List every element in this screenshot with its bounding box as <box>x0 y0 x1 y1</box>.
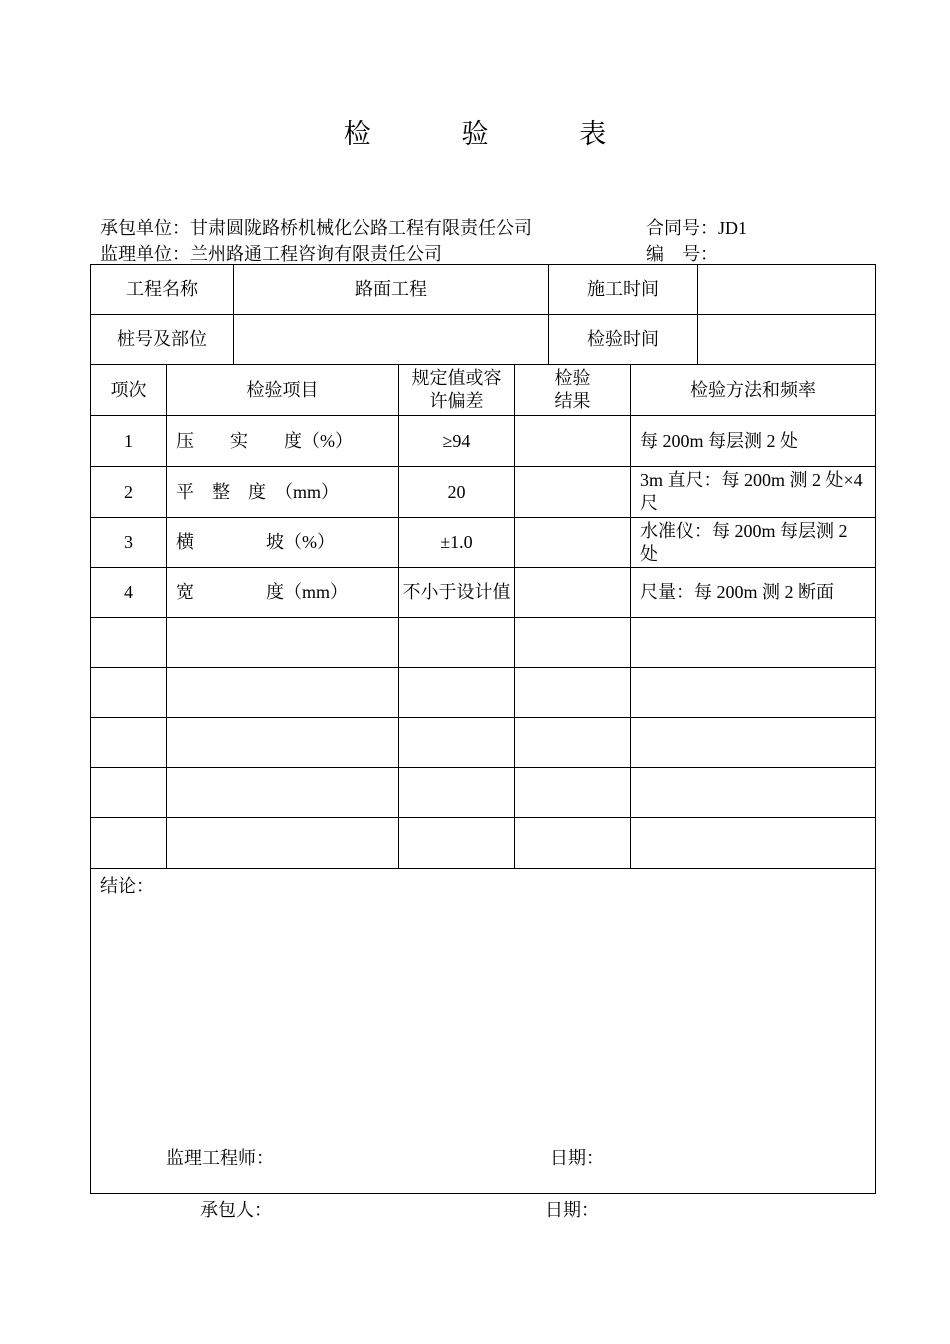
engineer-label: 监理工程师： <box>166 1148 274 1168</box>
row-1-method: 每 200m 每层测 2 处 <box>640 430 799 451</box>
contract-no-line <box>646 214 747 240</box>
station-value[interactable] <box>234 315 548 364</box>
header-result-line2: 结果 <box>554 391 591 411</box>
row-3-item: 横 坡（%） <box>176 532 335 552</box>
page-title: 检 验 表 <box>343 119 649 149</box>
row-1-no: 1 <box>124 430 133 451</box>
header-item: 检验项目 <box>246 379 319 400</box>
header-spec-line1: 规定值或容 <box>411 368 502 388</box>
project-name-label: 工程名称 <box>126 279 198 299</box>
row-4-method: 尺量：每 200m 测 2 断面 <box>640 582 835 602</box>
conclusion-label: 结论： <box>100 876 154 896</box>
row-2-spec: 20 <box>447 481 466 502</box>
row-3-no: 3 <box>124 532 133 552</box>
row-4-no: 4 <box>124 582 133 602</box>
row-1-result[interactable] <box>515 416 630 466</box>
row-3-method: 水准仪：每 200m 每层测 2 处 <box>640 520 848 564</box>
station-label: 桩号及部位 <box>117 329 207 349</box>
contractor-value: 甘肃圆陇路桥机械化公路工程有限责任公司 <box>190 218 532 238</box>
row-4-item: 宽 度（mm） <box>176 582 349 602</box>
row-1-spec: ≥94 <box>442 430 471 451</box>
construction-time-label: 施工时间 <box>587 279 659 299</box>
contract-no-label: 合同号： <box>646 218 718 238</box>
header-no: 项次 <box>110 379 147 400</box>
supervisor-line <box>100 240 442 266</box>
footer-date-label: 日期： <box>545 1200 599 1220</box>
supervisor-value: 兰州路通工程咨询有限责任公司 <box>190 244 442 264</box>
row-2-item: 平 整 度 （mm） <box>176 481 340 502</box>
inspection-time-value[interactable] <box>698 315 875 364</box>
header-spec <box>399 365 514 415</box>
inspection-time-label: 检验时间 <box>587 329 659 349</box>
supervisor-label: 监理单位： <box>100 244 190 264</box>
row-4-spec: 不小于设计值 <box>402 582 511 602</box>
row-1-item: 压 实 度（%） <box>176 430 353 451</box>
row-4-result[interactable] <box>515 568 630 617</box>
contractor-line <box>100 214 532 240</box>
row-2-method: 3m 直尺：每 200m 测 2 处×4 尺 <box>640 470 863 513</box>
header-result-line1: 检验 <box>554 368 591 388</box>
header-method: 检验方法和频率 <box>690 379 816 400</box>
row-2-no: 2 <box>124 481 133 502</box>
footer-contractor-label: 承包人： <box>200 1200 272 1220</box>
header-spec-line2: 许偏差 <box>429 391 484 411</box>
row-3-result[interactable] <box>515 518 630 567</box>
header-result <box>515 365 630 415</box>
engineer-date-label: 日期： <box>550 1148 604 1168</box>
project-name-value: 路面工程 <box>355 279 427 299</box>
serial-label: 编 号： <box>646 244 718 264</box>
contractor-label: 承包单位： <box>100 218 190 238</box>
construction-time-value[interactable] <box>698 265 875 314</box>
contract-no-value: JD1 <box>718 218 748 238</box>
row-3-spec: ±1.0 <box>440 532 473 552</box>
row-2-result[interactable] <box>515 467 630 517</box>
